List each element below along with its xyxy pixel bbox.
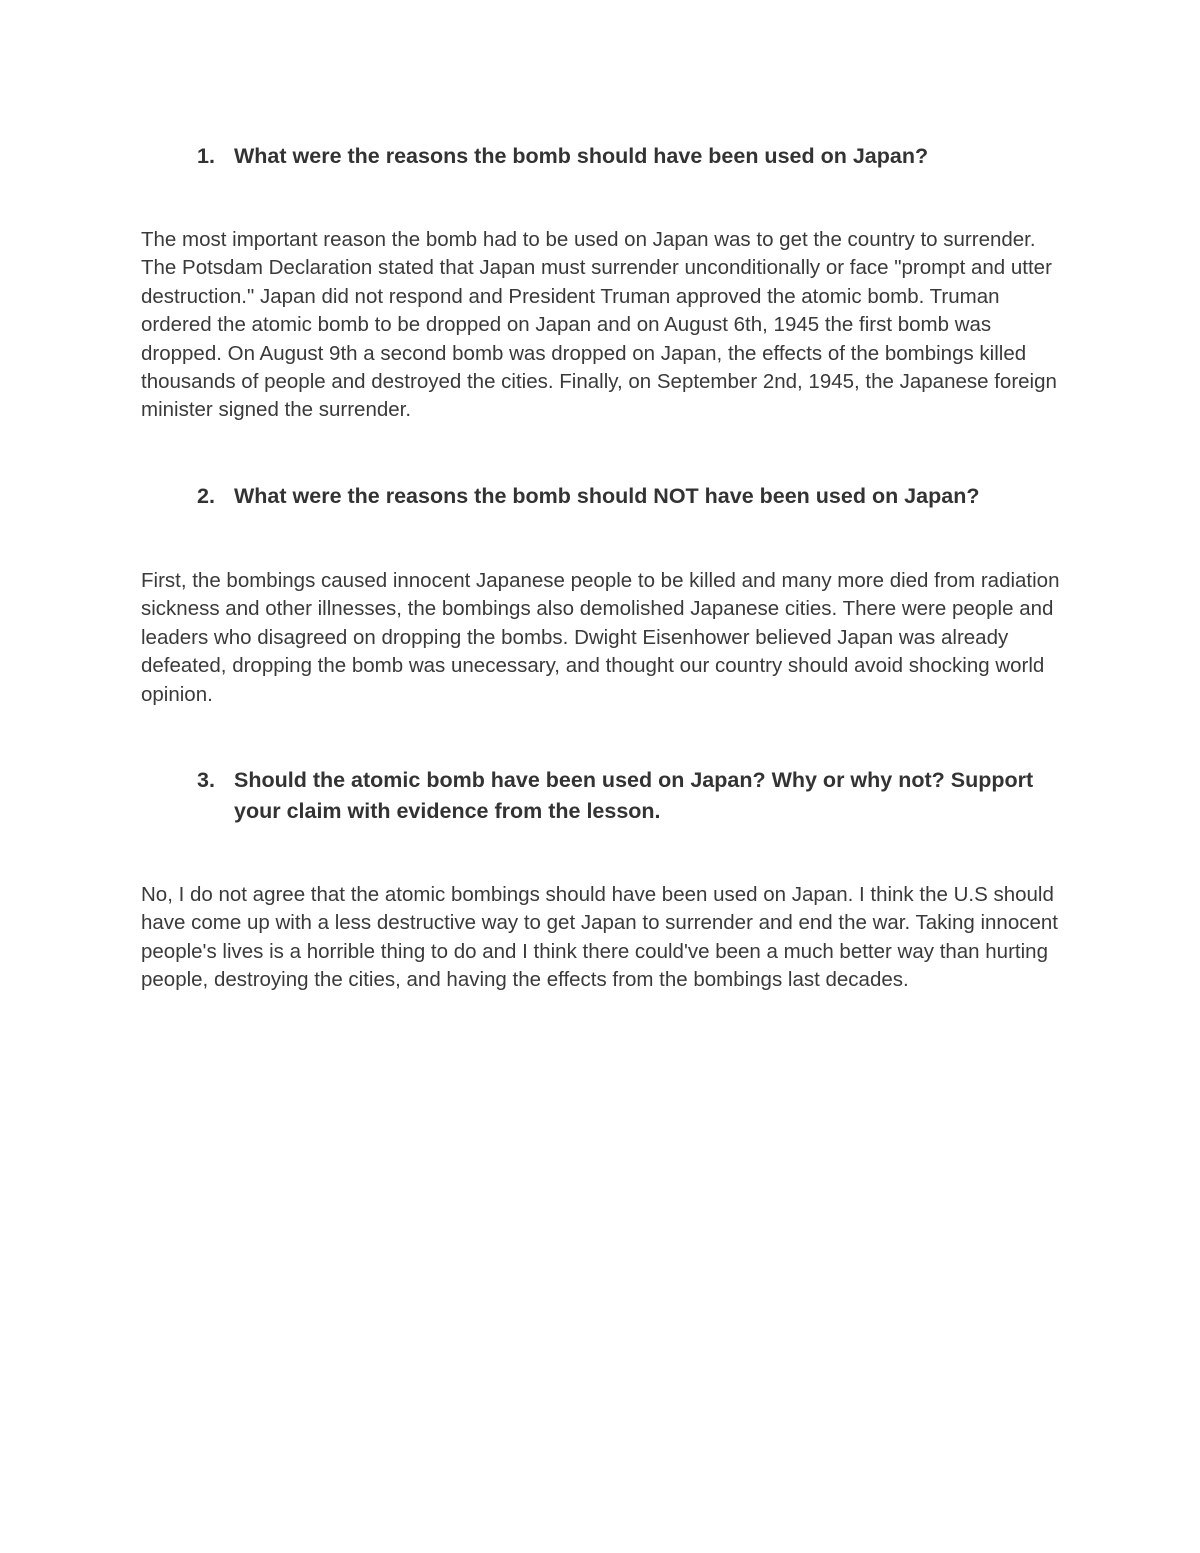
answer-1: The most important reason the bomb had to be used on Japan was to get the country to surrender. The Potsdam Declaration stated that Japan must surrender unconditionally or face "prompt and utter destruction." Japan did not respond and President Truman approved the atomic bomb. Truman ordered the atomic bomb to be dropped on Japan and on August 6th, 1945 the first bomb was dropped. On August 9th a second bomb was dropped on Japan, the effects of the bombings killed thousands of people and destroyed the cities. Finally, on September 2nd, 1945, the Japanese foreign minister signed the surrender. [141,228,1057,422]
answer-2: First, the bombings caused innocent Japanese people to be killed and many more died from radiation sickness and other illnesses, the bombings also demolished Japanese cities. There were people and leaders who disagreed on dropping the bombs. Dwight Eisenhower believed Japan was already defeated, dropping the bomb was unecessary, and thought our country should avoid shocking world opinion. [141,569,1060,706]
question-number: 3. [197,768,215,792]
question-1 [197,141,1097,172]
answer-3: No, I do not agree that the atomic bombings should have been used on Japan. I think the U.S should have come up with a less destructive way to get Japan to surrender and end the war. Taking innocent people's lives is a horrible thing to do and I think there could've been a much better way than hurting people, destroying the cities, and having the effects from the bombings last decades. [141,883,1058,992]
question-text: What were the reasons the bomb should NOT have been used on Japan? [234,484,980,508]
question-3 [197,765,1097,827]
question-text: What were the reasons the bomb should have been used on Japan? [234,144,929,168]
question-number: 1. [197,144,215,168]
question-number: 2. [197,484,215,508]
question-text: Should the atomic bomb have been used on Japan? Why or why not? Support your claim with evidence from the lesson. [234,768,1034,823]
question-2 [197,481,1097,512]
